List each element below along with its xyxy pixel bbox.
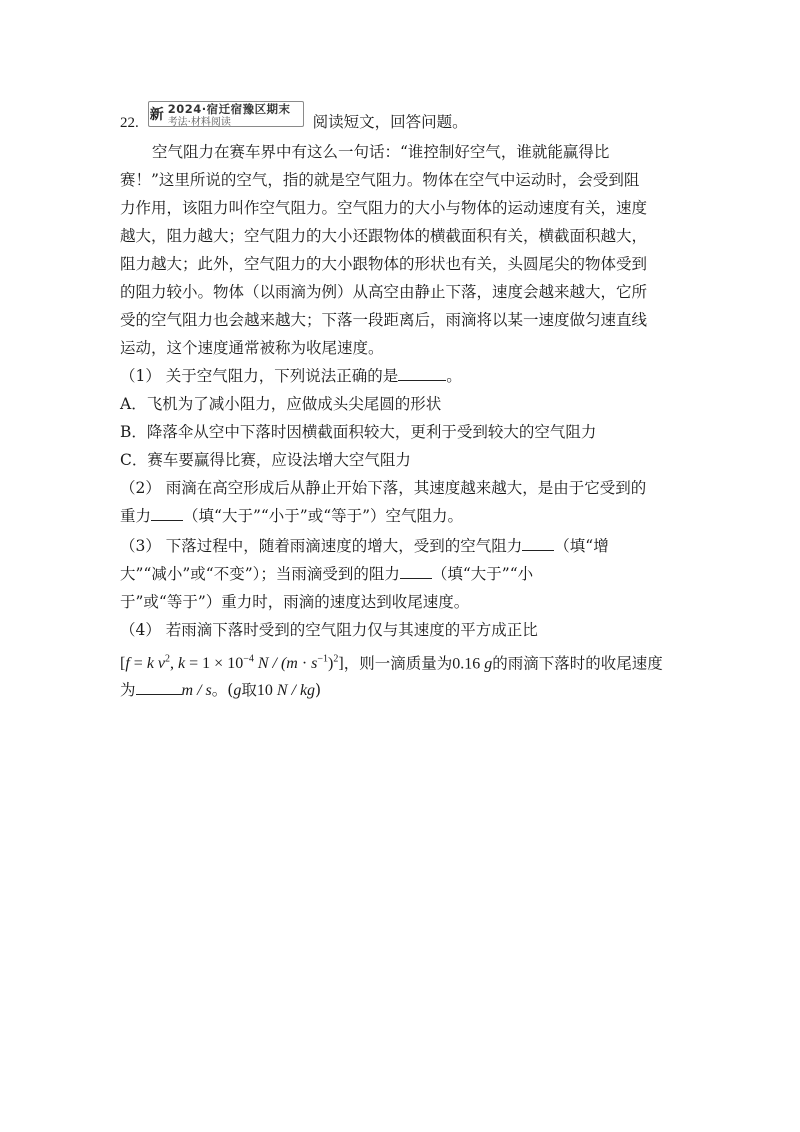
- q1-answer-blank[interactable]: [398, 366, 446, 381]
- q1-stem-text: （1） 关于空气阻力，下列说法正确的是: [120, 367, 399, 385]
- q4-line-2-tail: 的雨滴下落时的收尾速度: [492, 654, 663, 673]
- passage-line: 赛！”这里所说的空气，指的就是空气阻力。物体在空气中运动时，会受到阻: [120, 171, 640, 189]
- q3-line-2-pre: 大”“减小”或“不变”）；当雨滴受到的阻力: [120, 565, 400, 583]
- q1-stem-end: 。: [446, 367, 462, 385]
- passage-line: 阻力越大；此外，空气阻力的大小跟物体的形状也有关，头圆尾尖的物体受到: [120, 255, 648, 273]
- q3-line-2: [120, 564, 533, 584]
- q4-line-1: （4） 若雨滴下落时受到的空气阻力仅与其速度的平方成正比: [120, 621, 538, 639]
- q4-answer-blank[interactable]: [136, 680, 182, 695]
- q3-answer-blank-2[interactable]: [400, 564, 432, 579]
- q3-line-1-pre: （3） 下落过程中，随着雨滴速度的增大，受到的空气阻力: [120, 537, 523, 555]
- g-symbol: g: [233, 682, 242, 699]
- q2-line-2-pre: 重力: [120, 507, 152, 525]
- exam-source-badge: [148, 101, 306, 127]
- q4-line-3-pre: 为: [120, 681, 136, 699]
- question-header: [120, 102, 468, 136]
- passage-line: 的阻力较小。物体（以雨滴为例）从高空由静止下落，速度会越来越大，它所: [120, 283, 648, 301]
- q3-answer-blank-1[interactable]: [522, 536, 554, 551]
- q3-line-1: [120, 536, 609, 556]
- q4-line-3: [120, 680, 321, 701]
- q2-answer-blank[interactable]: [151, 506, 183, 521]
- question-number: 22.: [120, 115, 139, 131]
- q3-line-3: 于”或“等于”）重力时，雨滴的速度达到收尾速度。: [120, 593, 470, 611]
- q4-line-2: [120, 650, 663, 674]
- q2-line-1: （2） 雨滴在高空形成后从静止开始下落，其速度越来越大，是由于它受到的: [120, 479, 647, 497]
- g-value: 10: [256, 682, 273, 699]
- q3-line-2-post: （填“大于”“小: [431, 565, 534, 583]
- speed-unit: m / s: [181, 682, 212, 699]
- q4-line-3-mid: 。(: [211, 681, 234, 699]
- g-unit: N / kg: [272, 682, 316, 699]
- instruction-text: 阅读短文，回答问题。: [312, 113, 468, 131]
- passage-line: 空气阻力在赛车界中有这么一句话：“谁控制好空气，谁就能赢得比: [152, 143, 610, 161]
- passage-line: 受的空气阻力也会越来越大；下落一段距离后，雨滴将以某一速度做匀速直线: [120, 311, 648, 329]
- mass-value: 0.16: [452, 655, 481, 673]
- q2-line-2: [120, 506, 463, 526]
- passage-line: 越大，阻力越大；空气阻力的大小还跟物体的横截面积有关，横截面积越大，: [120, 227, 648, 245]
- passage-line: 运动，这个速度通常被称为收尾速度。: [120, 339, 384, 357]
- q1-option-c: C．赛车要赢得比赛，应设法增大空气阻力: [120, 451, 411, 469]
- badge-new-label: 新: [149, 107, 164, 123]
- g-close: ): [315, 681, 322, 699]
- q4-line-2-text: ，则一滴质量为: [343, 654, 453, 673]
- passage-line: 力作用，该阻力叫作空气阻力。空气阻力的大小与物体的运动速度有关，速度: [120, 199, 648, 217]
- q2-line-2-post: （填“大于”“小于”或“等于”）空气阻力。: [183, 507, 464, 525]
- badge-source: 2024·宿迁宿豫区期末: [167, 102, 291, 116]
- q1-option-a: A．飞机为了减小阻力，应做成头尖尾圆的形状: [120, 395, 442, 413]
- g-text: 取: [241, 681, 257, 699]
- q1-option-b: B．降落伞从空中下落时因横截面积较大，更利于受到较大的空气阻力: [120, 423, 597, 441]
- mass-unit: g: [480, 655, 493, 673]
- q3-line-1-post: （填“增: [554, 537, 609, 555]
- badge-method: 考法·材料阅读: [167, 117, 231, 128]
- formula: [f = k $v^2$, $k = 1 \times 10^{-4}$ $N / (m \cdot s^{-1})^2$]: [120, 654, 344, 673]
- q1-stem: [120, 366, 462, 386]
